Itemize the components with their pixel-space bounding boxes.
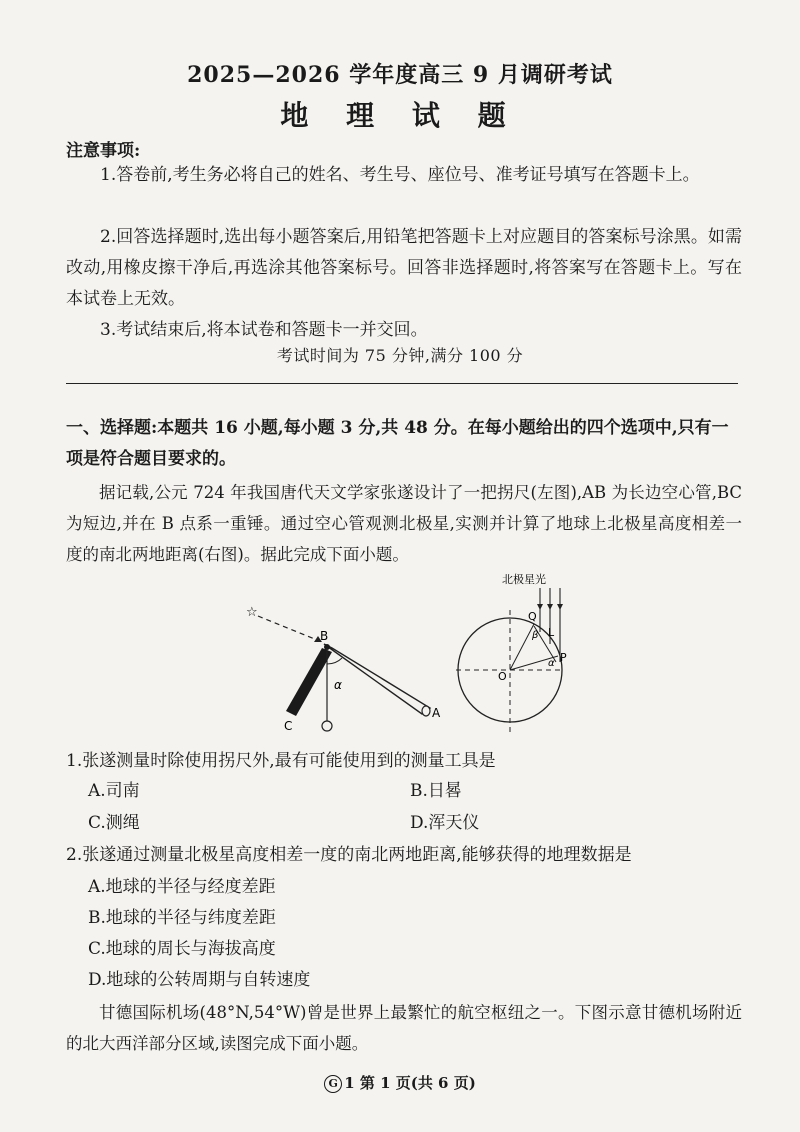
question-2-option-c: C.地球的周长与海拔高度: [88, 939, 276, 959]
fig-left-label-b: B: [320, 629, 329, 643]
passage-zhangsui: 据记载,公元 724 年我国唐代天文学家张遂设计了一把拐尺(左图),AB 为长边空心管,BC 为短边,并在 B 点系一重锤。通过空心管观测北极星,实测并计算了地球上北极星高度相差一度的南北两地距离(右图)。据此完成下面小题。: [66, 483, 742, 564]
question-1-stem: 1.张遂测量时除使用拐尺外,最有可能使用到的测量工具是: [66, 751, 496, 771]
fig-right-label-q: Q: [528, 610, 537, 623]
fig-right-label-l: L: [548, 626, 555, 639]
figure-carpenter-square: [236, 596, 446, 736]
fig-left-angle-arc: [327, 658, 342, 664]
question-2-option-b: B.地球的半径与纬度差距: [88, 908, 276, 928]
fig-right-label-beta: β: [532, 630, 539, 641]
fig-left-plumb-bob: [322, 721, 332, 731]
page-footer: [0, 1072, 800, 1093]
fig-right-radius-q: [510, 624, 534, 670]
notice-item-2: 2.回答选择题时,选出每小题答案后,用铅笔把答题卡上对应题目的答案标号涂黑。如需改动,用橡皮擦干净后,再选涂其他答案标号。回答非选择题时,将答案写在答题卡上。写在本试卷上无效。: [66, 227, 742, 309]
notice-item-1: 1.答卷前,考生务必将自己的姓名、考生号、座位号、准考证号填写在答题卡上。: [100, 165, 700, 185]
fig-left-tube-end: [422, 706, 430, 716]
fig-left-sightline: [258, 616, 322, 642]
fig-left-star: ☆: [246, 605, 258, 620]
fig-right-label-alpha: α: [548, 658, 555, 669]
question-2-option-a: A.地球的半径与经度差距: [88, 877, 276, 897]
footer-page-number: 1 第 1 页(共 6 页): [344, 1074, 476, 1092]
fig-left-label-a: A: [432, 706, 441, 720]
section-heading: 一、选择题:本题共 16 小题,每小题 3 分,共 48 分。在每小题给出的四个选项中,只有一项是符合题目要求的。: [66, 418, 729, 469]
question-2-option-d: D.地球的公转周期与自转速度: [88, 970, 311, 990]
question-1-option-b: B.日晷: [410, 781, 462, 801]
footer-logo-mark: G: [324, 1075, 342, 1093]
divider-rule: [66, 383, 738, 384]
exam-title: 2025—2026 学年度高三 9 月调研考试: [187, 62, 613, 88]
fig-right-label-p: P: [560, 651, 567, 664]
question-1-option-d: D.浑天仪: [410, 813, 480, 833]
fig-right-arrow-2-icon: [547, 604, 553, 610]
fig-right-title: 北极星光: [502, 573, 546, 586]
fig-left-label-alpha: α: [334, 678, 342, 692]
fig-right-arrow-3-icon: [557, 604, 563, 610]
figure-earth-polaris: [450, 570, 580, 735]
fig-left-label-c: C: [284, 719, 293, 733]
notice-heading: 注意事项:: [66, 141, 141, 161]
question-2-stem: 2.张遂通过测量北极星高度相差一度的南北两地距离,能够获得的地理数据是: [66, 845, 632, 865]
passage-gander-airport: 甘德国际机场(48°N,54°W)曾是世界上最繁忙的航空枢纽之一。下图示意甘德机场附近的北大西洋部分区域,读图完成下面小题。: [66, 1003, 742, 1053]
fig-left-short-arm-bc: [286, 648, 332, 716]
notice-item-3: 3.考试结束后,将本试卷和答题卡一并交回。: [100, 320, 428, 340]
fig-right-arrow-1-icon: [537, 604, 543, 610]
question-1-option-a: A.司南: [88, 781, 140, 801]
exam-time: 考试时间为 75 分钟,满分 100 分: [276, 346, 524, 365]
question-1-option-c: C.测绳: [88, 813, 140, 833]
fig-right-label-o: O: [498, 670, 507, 683]
subject-title: 地 理 试 题: [280, 99, 520, 132]
